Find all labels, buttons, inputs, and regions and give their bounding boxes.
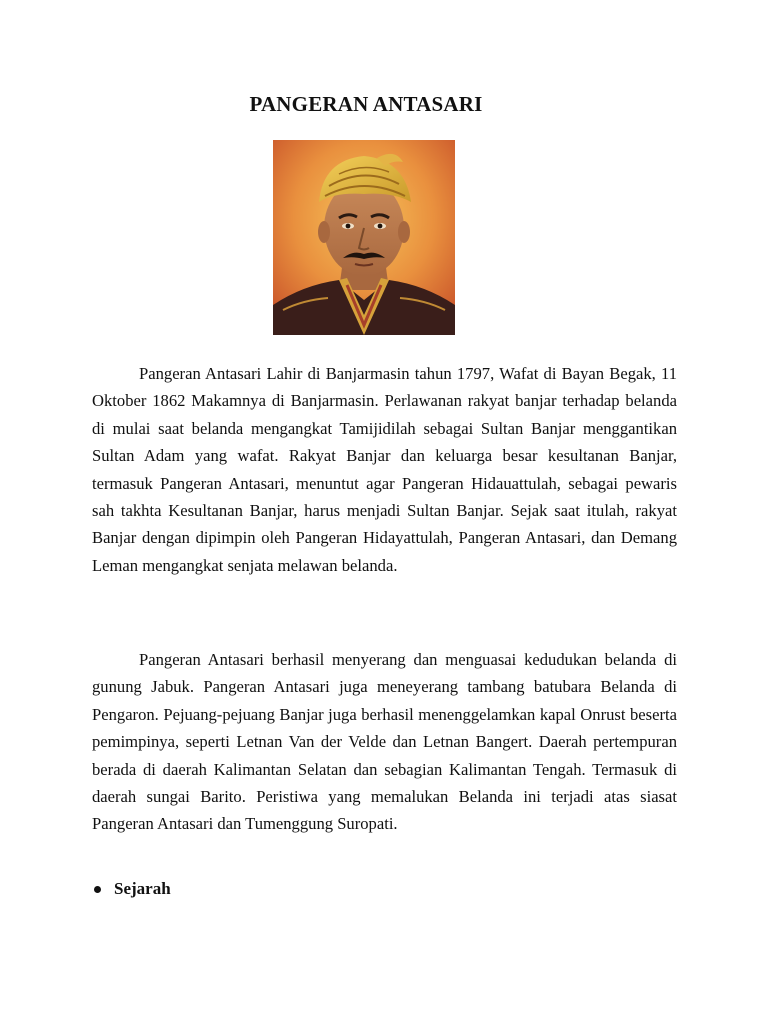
bullet-dot-icon <box>94 886 101 893</box>
page-title: PANGERAN ANTASARI <box>249 92 483 116</box>
bullet-item-sejarah <box>92 879 171 899</box>
paragraph-1: Pangeran Antasari Lahir di Banjarmasin tahun 1797, Wafat di Bayan Begak, 11 Oktober 1862 Makamnya di Banjarmasin. Perlawanan rakyat banjar terhadap belanda di mulai saat belanda mengangkat Tamijidilah sebagai Sultan Banjar menggantikan Sultan Adam yang wafat. Rakyat Banjar dan keluarga besar kesultanan Banjar, termasuk Pangeran Antasari, menuntut agar Pangeran Hidauattulah, sebagai pewaris sah takhta Kesultanan Banjar, harus menjadi Sultan Banjar. Sejak saat itulah, rakyat Banjar dengan dipimpin oleh Pangeran Hidayattulah, Pangeran Antasari, dan Demang Leman mengangkat senjata melawan belanda. <box>92 364 677 575</box>
bullet-label: Sejarah <box>114 879 171 898</box>
portrait-image <box>273 140 455 335</box>
portrait-illustration <box>273 140 455 335</box>
paragraph-2: Pangeran Antasari berhasil menyerang dan menguasai kedudukan belanda di gunung Jabuk. Pangeran Antasari juga meneyerang tambang batubara Belanda di Pengaron. Pejuang-pejuang Banjar juga berhasil menenggelamkan kapal Onrust beserta pemimpinya, seperti Letnan Van der Velde dan Letnan Bangert. Daerah pertempuran berada di daerah Kalimantan Selatan dan sebagian Kalimantan Tengah. Termasuk di daerah sungai Barito. Peristiwa yang memalukan Belanda ini terjadi atas siasat Pangeran Antasari dan Tumenggung Suropati. <box>92 650 677 834</box>
